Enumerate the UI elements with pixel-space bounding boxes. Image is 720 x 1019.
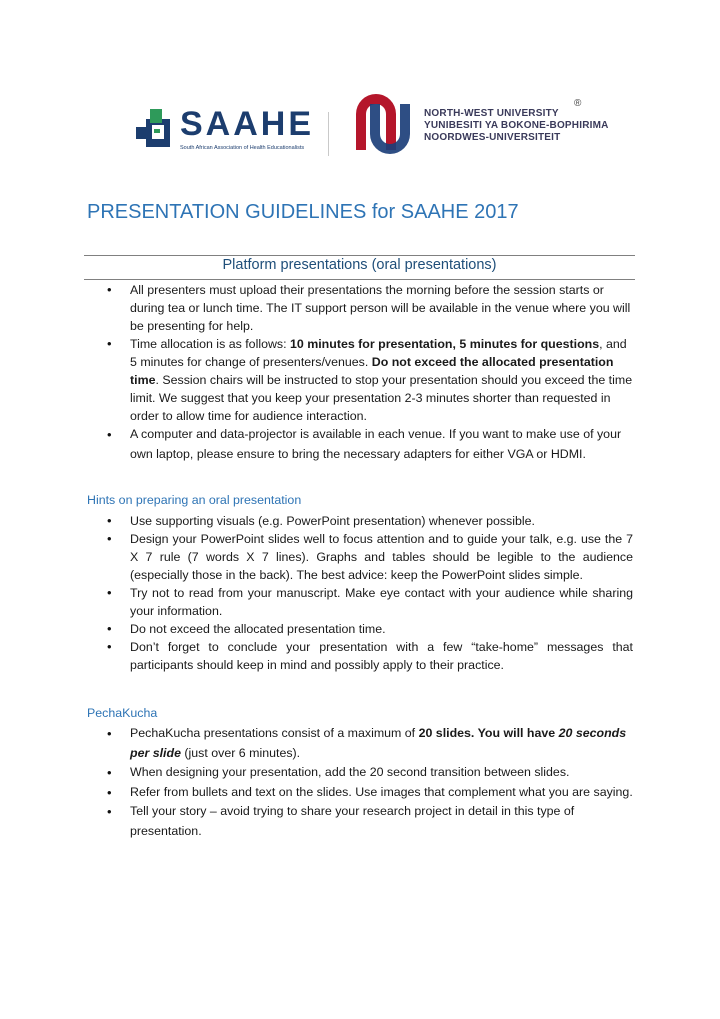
section-heading-platform: Platform presentations (oral presentations) [222, 257, 497, 273]
list-item: • Time allocation is as follows: 10 minutes for presentation, 5 minutes for questions, and 5 minutes for change of presenters/venues. Do not exceed the allocated presentation time. Session chairs will be instructed to stop your presentation should you exceed the time limit. We suggest that you keep your presentation 2-3 minutes shorter than requested in order to allow time for audience interaction. [130, 335, 633, 425]
list-item: • All presenters must upload their presentations the morning before the session starts or during tea or lunch time. The IT support person will be available in the venue where you will be presenting for help. [130, 281, 633, 335]
saahe-wordmark: SAAHE [180, 105, 315, 143]
nwu-name-line: NORTH-WEST UNIVERSITY [424, 108, 559, 119]
section-rule-top [84, 255, 635, 256]
list-item: • Tell your story – avoid trying to share your research project in detail in this type of presentation. [130, 802, 633, 841]
saahe-subtitle: South African Association of Health Educationalists [180, 145, 305, 151]
list-item: • Use supporting visuals (e.g. PowerPoint presentation) whenever possible. [130, 512, 633, 530]
document-title: PRESENTATION GUIDELINES for SAAHE 2017 [87, 201, 519, 223]
hints-list [0, 512, 633, 674]
list-item: • Design your PowerPoint slides well to focus attention and to guide your talk, e.g. use the 7 X 7 rule (7 words X 7 lines). Graphs and tables should be legible to the audience (especially those in the back). The best advice: keep the PowerPoint slides simple. [130, 530, 633, 584]
platform-list [0, 281, 633, 464]
saahe-cross-icon [136, 109, 176, 155]
section-rule-bottom [84, 279, 635, 280]
saahe-logo [136, 105, 315, 159]
pechakucha-heading: PechaKucha [87, 706, 158, 720]
pechakucha-list [0, 724, 633, 841]
list-item: • Try not to read from your manuscript. Make eye contact with your audience while sharing your information. [130, 584, 633, 620]
list-item: • PechaKucha presentations consist of a maximum of 20 slides. You will have 20 seconds per slide (just over 6 minutes). [130, 724, 633, 763]
list-item: • Refer from bullets and text on the slides. Use images that complement what you are saying. [130, 783, 633, 803]
list-item: • When designing your presentation, add the 20 second transition between slides. [130, 763, 633, 783]
list-item: • A computer and data-projector is available in each venue. If you want to make use of your own laptop, please ensure to bring the necessary adapters for either VGA or HDMI. [130, 425, 633, 464]
list-item: • Do not exceed the allocated presentation time. [130, 620, 633, 638]
registered-mark: ® [574, 98, 582, 109]
nwu-name-block [424, 108, 609, 144]
nwu-name-line: NOORDWES-UNIVERSITEIT [424, 132, 561, 143]
logo-divider [328, 112, 329, 156]
nwu-name-line: YUNIBESITI YA BOKONE-BOPHIRIMA [424, 120, 609, 131]
list-item: • Don’t forget to conclude your presentation with a few “take-home” messages that participants should keep in mind and possibly apply to their practice. [130, 638, 633, 674]
hints-heading: Hints on preparing an oral presentation [87, 493, 302, 507]
nwu-emblem-icon [350, 90, 416, 156]
